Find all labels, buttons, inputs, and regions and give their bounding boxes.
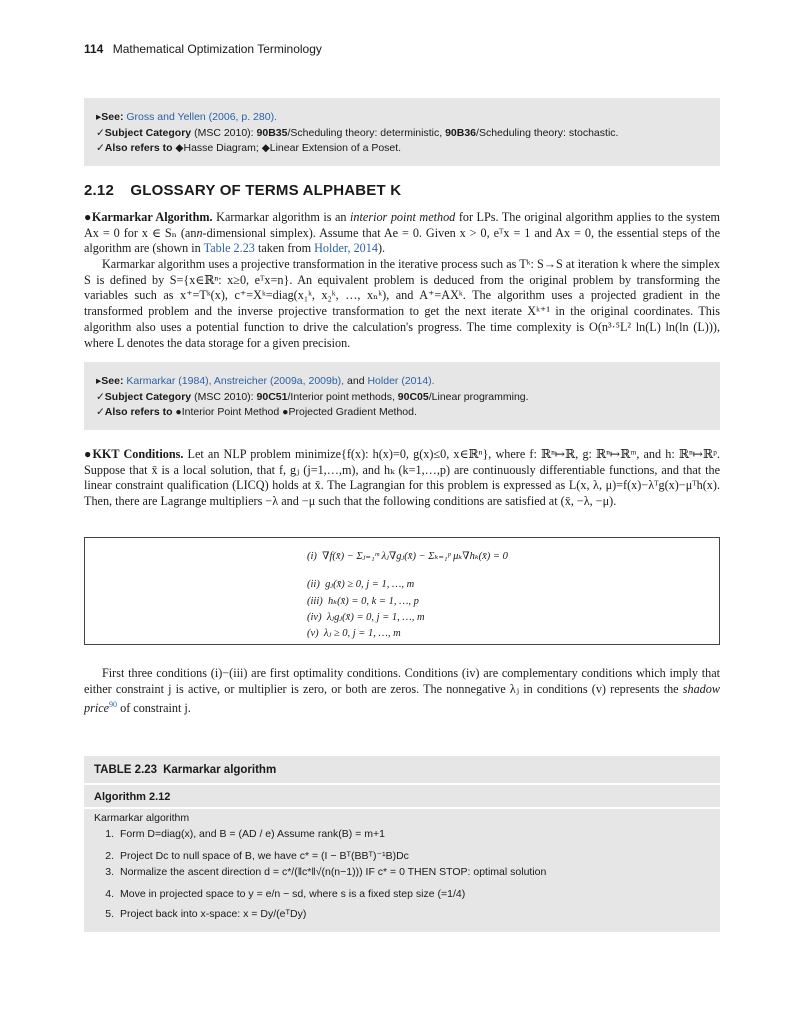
step-text: Project back into x-space: x = Dy/(eᵀDy): [120, 908, 307, 920]
see-also-box-2: [84, 362, 720, 430]
table-label: TABLE 2.23: [94, 764, 158, 776]
table-divider: [84, 783, 720, 785]
also-label: ✓Also refers to: [96, 142, 173, 154]
emphasis: shadow price: [84, 681, 720, 716]
msc-prefix: (MSC 2010):: [194, 390, 254, 403]
condition-row: [307, 611, 425, 623]
reference-link[interactable]: Holder, 2014: [314, 241, 378, 256]
category-code: 90C05: [397, 390, 429, 403]
cross-reference[interactable]: ●Projected Gradient Method.: [282, 406, 417, 418]
algorithm-step: [94, 850, 409, 862]
condition-row: [307, 595, 419, 607]
kkt-paragraph: [84, 447, 720, 510]
step-number: 2.: [105, 850, 114, 862]
table-title-text: Karmarkar algorithm: [163, 764, 277, 776]
subject-category-line: [96, 390, 710, 406]
category-text: /Scheduling theory: deterministic,: [287, 126, 443, 139]
emphasis: interior point method: [350, 210, 456, 224]
also-label: ✓Also refers to: [96, 406, 173, 418]
section-title-text: GLOSSARY OF TERMS ALPHABET K: [130, 182, 402, 199]
body-text: of constraint j.: [120, 701, 191, 716]
category-code: 90B36: [445, 126, 477, 139]
step-text: Form D=diag(x), and B = (AD / e) Assume rank(B) = m+1: [120, 828, 385, 840]
step-number: 5.: [105, 908, 114, 920]
conditions-explanation-paragraph: [84, 666, 720, 717]
body-text: taken from: [257, 241, 312, 256]
subject-category-line: [96, 126, 710, 142]
condition-row: [307, 550, 508, 562]
body-text: and: [347, 375, 365, 387]
see-label: ▸See:: [96, 375, 124, 387]
running-title: Mathematical Optimization Terminology: [112, 42, 322, 56]
algorithm-step: [94, 908, 306, 920]
condition-label: (v): [307, 628, 319, 639]
body-text: First three conditions (i)−(iii) are first optimality conditions. Conditions (iv) are complementary conditions which imply that either constraint j is active, or multiplier is zero, or both are zeros. The nonnegative λⱼ in conditions (v) represents the: [84, 666, 720, 696]
term-heading: ●KKT Conditions.: [84, 447, 184, 461]
category-text: /Interior point methods,: [287, 390, 395, 403]
kkt-conditions-box: [84, 537, 720, 645]
msc-prefix: (MSC 2010):: [194, 126, 254, 139]
step-text: Project Dc to null space of B, we have c* = (I − Bᵀ(BBᵀ)⁻¹B)Dc: [120, 850, 409, 862]
section-title: [84, 182, 401, 199]
also-refers-line: [96, 141, 710, 157]
table-link[interactable]: Table 2.23: [203, 241, 255, 256]
reference-link[interactable]: Gross and Yellen (2006, p. 280).: [126, 111, 277, 123]
reference-link[interactable]: Anstreicher (2009a, 2009b),: [213, 375, 345, 387]
footnote-marker[interactable]: 90: [109, 700, 118, 710]
condition-expression: ∇f(x̄) − Σⱼ₌₁ᵐ λⱼ∇gⱼ(x̄) − Σₖ₌₁ᵖ μₖ∇hₖ(x̄) = 0: [322, 551, 508, 562]
algorithm-step: [94, 866, 546, 878]
algorithm-table: [84, 756, 720, 932]
condition-expression: λⱼ ≥ 0, j = 1, …, m: [323, 628, 401, 639]
body-text: Karmarkar algorithm uses a projective transformation in the iterative process such as Tᵏ: S→S at iteration k where the simplex S is defined by S={x∈ℝⁿ: x≥0, eᵀx=n}. An equivalent problem is deduced from the original problem by transforming the variables such as x⁺=Tᵏ(x), c⁺=Xᵏ=diag(x₁ᵏ, x₂ᵏ, …, xₙᵏ), and A⁺=AXᵏ. The algorithm uses a projected gradient in the transformed problem and the inverse projective transformation to get the next iterate Xᵏ⁺¹ in the original coordinates. This algorithm also uses a potential function to drive the calculation's progress. The time complexity is O(n³·⁵L² ln(L) ln(ln (L))), where L denotes the data storage for a given precision.: [84, 257, 720, 350]
page-number: 114: [84, 42, 104, 56]
also-refers-line: [96, 405, 710, 421]
condition-expression: gⱼ(x̄) ≥ 0, j = 1, …, m: [325, 579, 415, 590]
category-code: 90B35: [256, 126, 288, 139]
karmarkar-paragraph-2: [84, 257, 720, 351]
condition-row: [307, 578, 414, 590]
section-number: 2.12: [84, 182, 114, 199]
reference-link[interactable]: Karmarkar (1984),: [126, 375, 212, 387]
condition-label: (iv): [307, 612, 322, 623]
body-text: Karmarkar algorithm is an: [216, 210, 347, 224]
category-code: 90C51: [256, 390, 288, 403]
category-text: /Linear programming.: [428, 390, 529, 403]
table-divider: [84, 807, 720, 809]
karmarkar-paragraph-1: [84, 210, 720, 257]
see-line: [96, 110, 710, 126]
body-text: Let an NLP problem minimize{f(x): h(x)=0, g(x)≤0, x∈ℝⁿ}, where f: ℝⁿ↦ℝ, g: ℝⁿ↦ℝᵐ, and h: ℝⁿ↦ℝᵖ. Suppose that x̄ is a local solution, that f, gⱼ (j=1,…,m), and hₖ (k=1,…,p) are continuously differentiable functions, and that the linear constraint qualification (LICQ) holds at x̄. The Lagrangian for this problem is expressed as L(x, λ, μ)=f(x)−λᵀg(x)−μᵀh(x). Then, there are Lagrange multipliers −λ and −μ such that the following conditions are satisfied at (x̄, −λ, −μ).: [84, 447, 720, 509]
condition-row: [307, 627, 401, 639]
emphasis: n: [196, 225, 203, 240]
condition-expression: λⱼgⱼ(x̄) = 0, j = 1, …, m: [326, 612, 425, 623]
step-number: 1.: [105, 828, 114, 840]
cross-reference[interactable]: ◆Linear Extension of a Poset.: [261, 142, 402, 154]
running-head: [84, 42, 322, 56]
condition-expression: hₖ(x̄) = 0, k = 1, …, p: [328, 596, 419, 607]
table-title: [94, 764, 276, 776]
step-number: 3.: [105, 866, 114, 878]
category-text: /Scheduling theory: stochastic.: [476, 126, 619, 139]
category-label: ✓Subject Category: [96, 390, 192, 403]
condition-label: (iii): [307, 596, 323, 607]
cross-reference[interactable]: ●Interior Point Method: [175, 406, 280, 418]
body-text: ).: [377, 241, 386, 256]
term-heading: ●Karmarkar Algorithm.: [84, 210, 213, 224]
category-label: ✓Subject Category: [96, 126, 192, 139]
algorithm-step: [94, 828, 385, 840]
see-line: [96, 374, 710, 390]
body-text: -dimensional simplex). Assume that Ae = 0. Given x > 0, eᵀx = 1 and Ax = 0, the essential steps of the algorithm are (shown in: [84, 225, 720, 256]
see-label: ▸See:: [96, 111, 124, 123]
cross-reference[interactable]: ◆Hasse Diagram;: [175, 142, 259, 154]
algorithm-label: Algorithm 2.12: [94, 791, 171, 803]
algorithm-name: Karmarkar algorithm: [94, 812, 190, 824]
step-number: 4.: [105, 888, 114, 900]
see-also-box-1: [84, 98, 720, 166]
step-text: Normalize the ascent direction d = c*/(‖c*‖√(n(n−1))) IF c* = 0 THEN STOP: optimal solution: [120, 866, 547, 878]
condition-label: (ii): [307, 579, 320, 590]
step-text: Move in projected space to y = e/n − sd, where s is a fixed step size (=1/4): [120, 888, 466, 900]
body-text: for LPs. The original algorithm applies to the system Ax = 0 for x ∈ Sₙ (an: [84, 210, 721, 240]
condition-label: (i): [307, 551, 317, 562]
algorithm-step: [94, 888, 465, 900]
reference-link[interactable]: Holder (2014).: [367, 375, 435, 387]
